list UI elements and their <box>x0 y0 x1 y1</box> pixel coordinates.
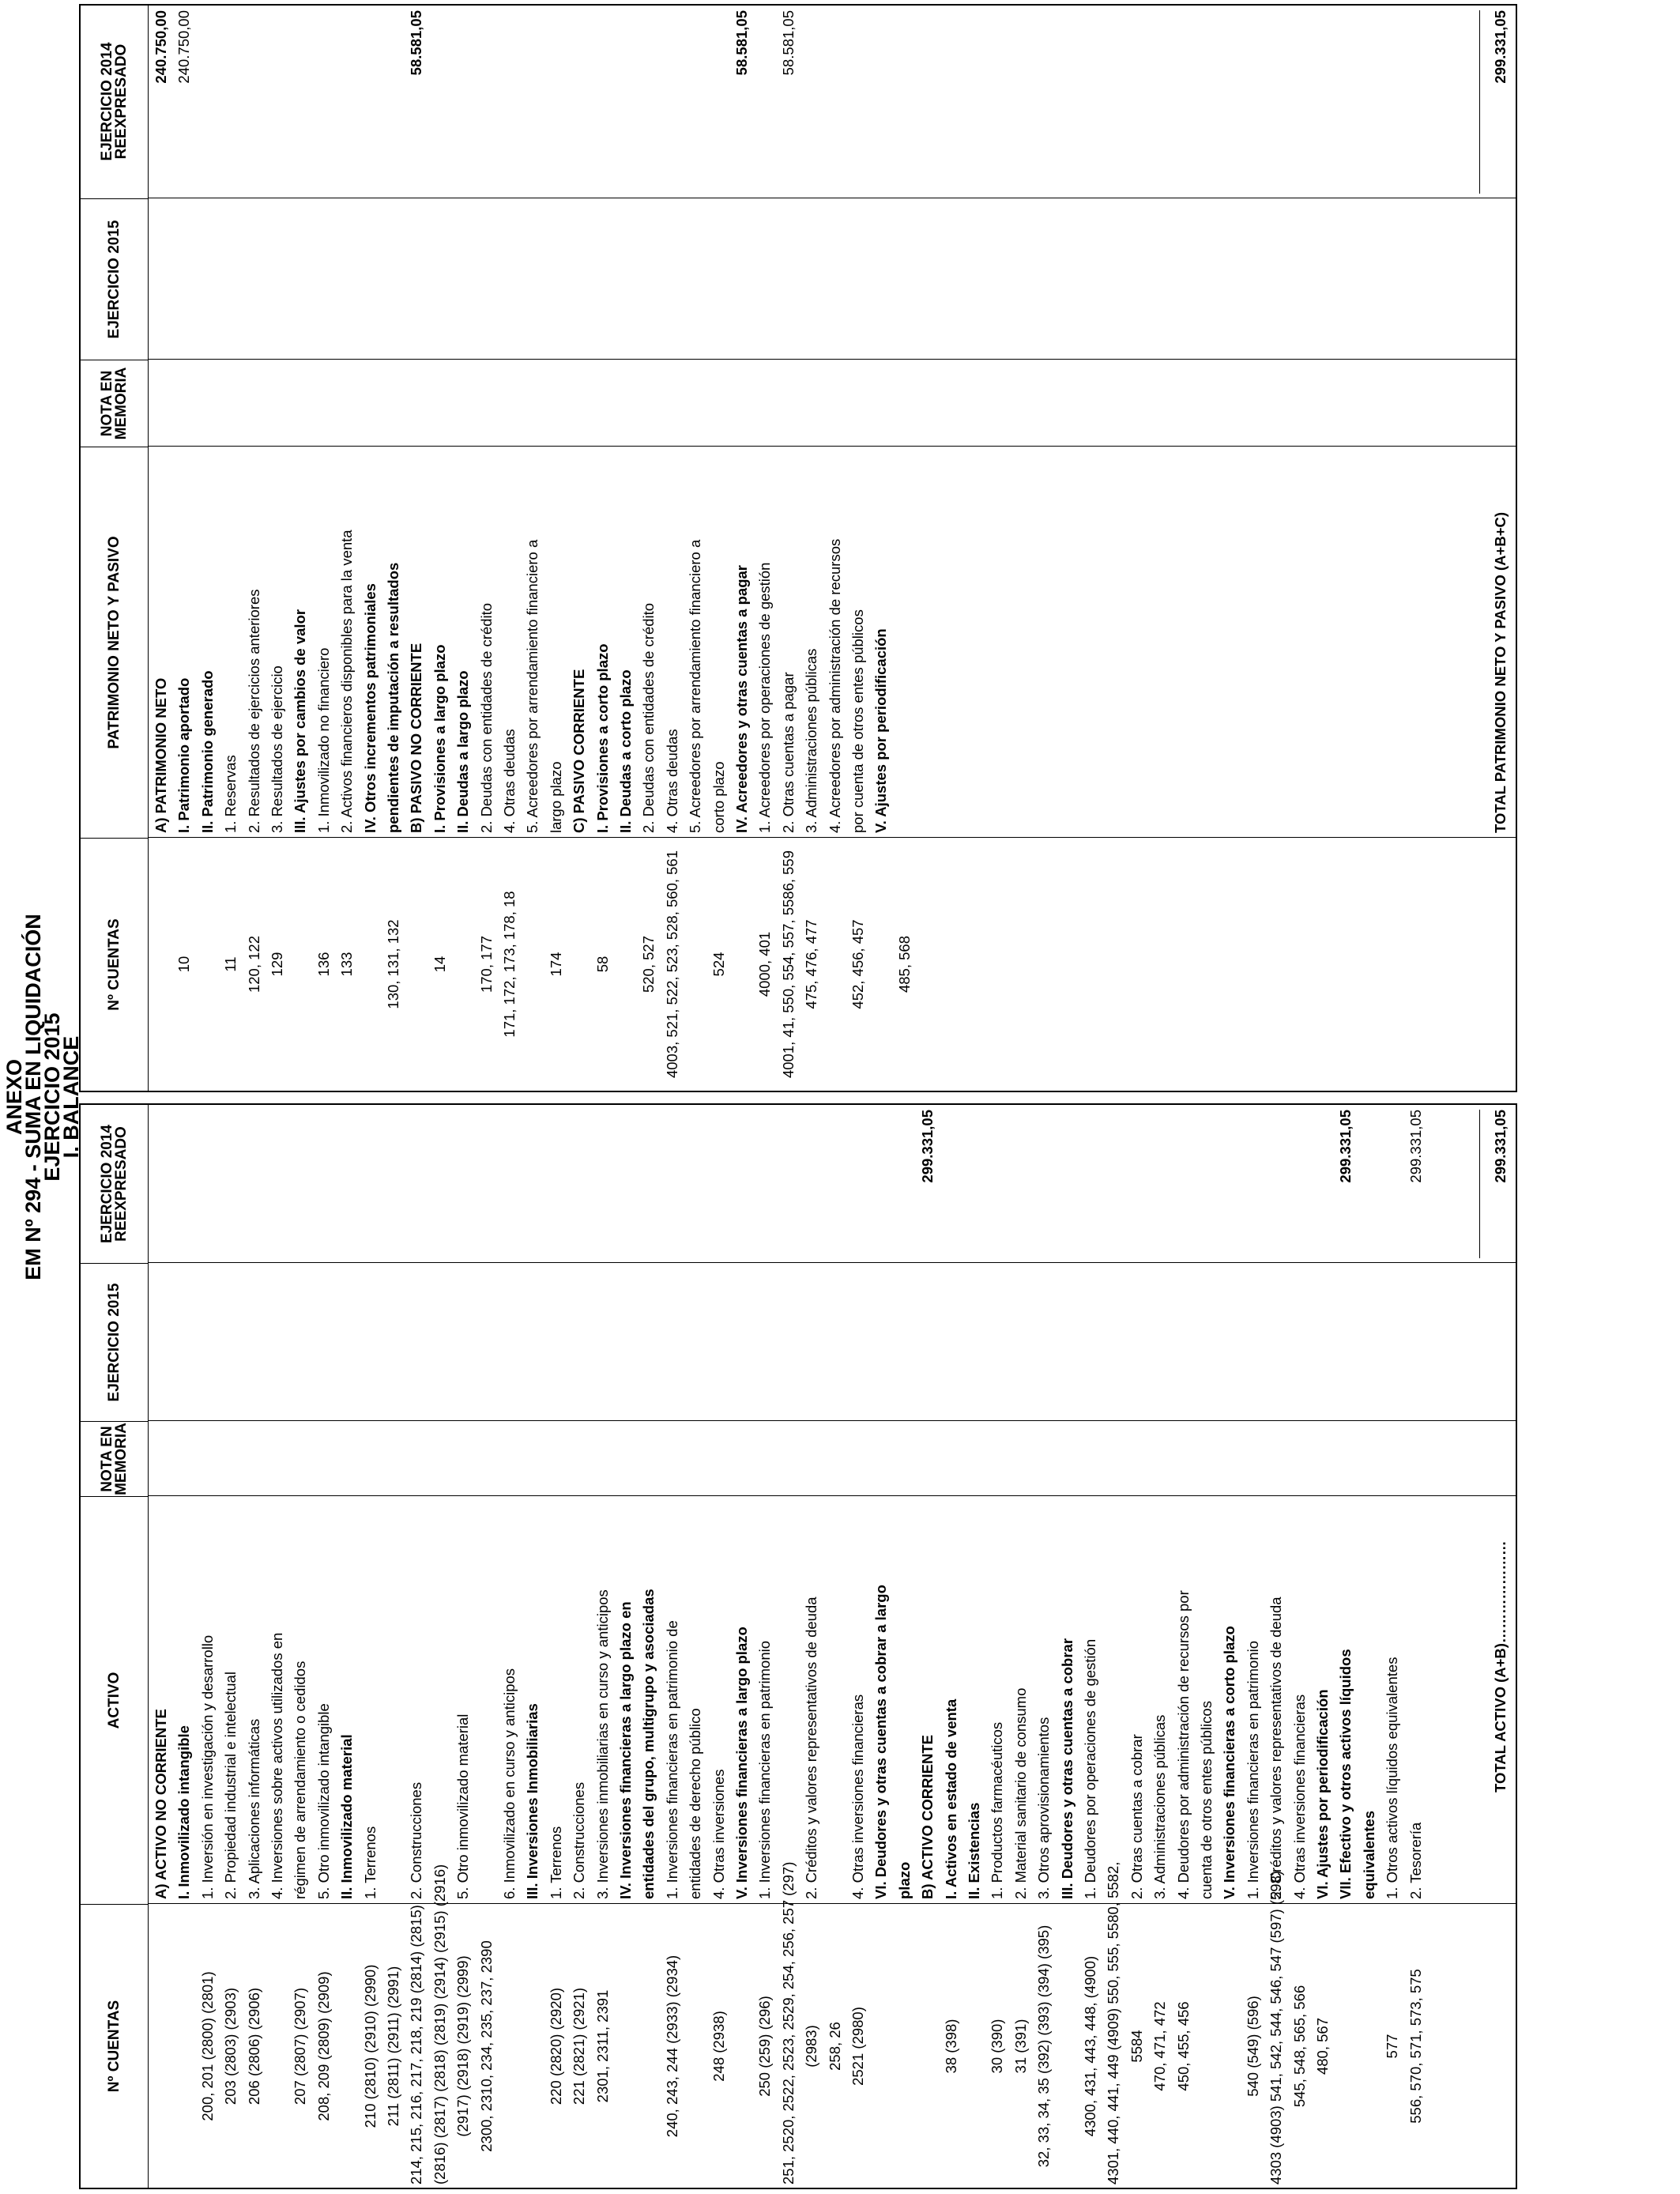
line-item-label: 3. Aplicaciones informáticas <box>245 1718 262 1899</box>
doc-title-entity: EM Nº 294 - SUMA EN LIQUIDACIÓN <box>21 914 45 1280</box>
account-codes: 208, 209 (2809) (2909) <box>315 1971 332 2121</box>
line-item-label: A) PATRIMONIO NETO <box>153 677 169 833</box>
line-item-label: V. Inversiones financieras a largo plazo <box>733 1627 750 1899</box>
line-item-label: 1. Terrenos <box>547 1826 564 1899</box>
line-item-label: 1. Inversión en investigación y desarrollo <box>198 1634 216 1899</box>
account-codes: 485, 568 <box>895 936 913 993</box>
line-item-label: 4. Otras inversiones financieras <box>849 1694 866 1899</box>
line-item-label: I. Provisiones a largo plazo <box>431 644 448 833</box>
line-item-label: corto plazo <box>710 761 727 833</box>
account-codes: 210 (2810) (2910) (2990) <box>361 1964 379 2128</box>
account-codes: 556, 570, 571, 573, 575 <box>1407 1969 1424 2124</box>
line-item-label: 5. Acreedores por arrendamiento financiero a <box>687 539 704 833</box>
pasivo-total-value: 299.331,05 <box>1492 10 1509 84</box>
account-codes: 577 <box>1384 2034 1401 2059</box>
line-item-label: VI. Deudores y otras cuentas a cobrar a largo <box>872 1585 890 1899</box>
line-item-label: entidades del grupo, multigrupo y asociadas <box>640 1589 657 1899</box>
pasivo-col-note: NOTA EN MEMORIA <box>81 360 149 447</box>
line-item-label: 2. Deudas con entidades de crédito <box>640 602 657 833</box>
line-item-label: 1. Productos farmacéuticos <box>989 1721 1006 1899</box>
account-codes: 2301, 2311, 2391 <box>593 1989 611 2103</box>
account-codes: 475, 476, 477 <box>803 919 820 1009</box>
line-item-label: 2. Otras cuentas a cobrar <box>1128 1734 1145 1899</box>
account-codes: 31 (391) <box>1011 2019 1029 2074</box>
account-codes: 520, 527 <box>640 936 657 993</box>
account-codes: 524 <box>710 952 727 977</box>
account-codes: 480, 567 <box>1314 2018 1331 2075</box>
account-codes: 30 (390) <box>989 2019 1006 2074</box>
activo-col-2015: EJERCICIO 2015 <box>81 1263 149 1421</box>
activo-col-2014: EJERCICIO 2014 REEXPRESADO <box>81 1104 149 1263</box>
line-item-label: II. Patrimonio generado <box>198 670 216 833</box>
account-codes: 221 (2821) (2921) <box>571 1987 588 2105</box>
line-item-label: B) ACTIVO CORRIENTE <box>919 1735 936 1899</box>
line-item-label: V. Ajustes por periodificación <box>872 628 890 833</box>
line-item-label: VI. Ajustes por periodificación <box>1314 1689 1331 1899</box>
account-codes: 220 (2820) (2920) <box>547 1987 564 2105</box>
line-item-label: IV. Acreedores y otras cuentas a pagar <box>733 565 750 833</box>
activo-table <box>79 1103 1517 2189</box>
line-item-label: 2. Activos financieros disponibles para la venta <box>338 530 356 833</box>
account-codes: 211 (2811) (2911) (2991) <box>385 1966 401 2127</box>
account-codes: 136 <box>315 952 332 977</box>
line-item-label: 4. Deudores por administración de recursos por <box>1174 1590 1192 1899</box>
line-item-label: 5. Acreedores por arrendamiento financiero a <box>524 539 541 833</box>
line-item-label: 4. Otras deudas <box>501 729 518 833</box>
pasivo-total-label: TOTAL PATRIMONIO NETO Y PASIVO (A+B+C) <box>1492 511 1509 833</box>
account-codes: 170, 177 <box>477 936 495 993</box>
doc-title-year: EJERCICIO 2015 <box>40 1012 64 1182</box>
line-item-label: V. Inversiones financieras a corto plazo <box>1221 1626 1238 1899</box>
account-codes: 207 (2807) (2907) <box>292 1987 309 2105</box>
value-2014: 58.581,05 <box>408 10 425 76</box>
account-codes: 10 <box>175 956 193 973</box>
line-item-label: III. Inversiones Inmobiliarias <box>524 1703 541 1899</box>
account-codes: 206 (2806) (2906) <box>245 1987 262 2105</box>
pasivo-col-2014: EJERCICIO 2014 REEXPRESADO <box>81 4 149 198</box>
value-2014: 299.331,05 <box>1407 1110 1424 1183</box>
account-codes: 545, 548, 565, 566 <box>1290 1985 1308 2108</box>
line-item-label: 1. Inversiones financieras en patrimonio <box>756 1640 774 1899</box>
account-codes: 2300, 2310, 234, 235, 237, 2390 <box>477 1940 495 2152</box>
account-codes: (2917) (2918) (2919) (2999) <box>454 1955 472 2137</box>
line-item-label: 3. Administraciones públicas <box>1151 1714 1169 1899</box>
account-codes: 38 (398) <box>942 2019 959 2074</box>
pasivo-col-description: PATRIMONIO NETO Y PASIVO <box>81 447 149 838</box>
line-item-label: III. Deudores y otras cuentas a cobrar <box>1058 1638 1075 1899</box>
account-codes: 14 <box>431 956 448 973</box>
pasivo-table <box>79 4 1517 1092</box>
line-item-label: 4. Otras deudas <box>663 729 680 833</box>
account-codes: 4303 (4903) 541, 542, 544, 546, 547 (597) (598) <box>1268 1870 1285 2185</box>
account-codes: 129 <box>269 952 285 977</box>
activo-col-note: NOTA EN MEMORIA <box>81 1421 149 1496</box>
line-item-label: 1. Acreedores por operaciones de gestión <box>756 562 774 833</box>
account-codes: 58 <box>593 956 611 973</box>
line-item-label: I. Inmovilizado intangible <box>175 1725 193 1899</box>
account-codes: 200, 201 (2800) (2801) <box>198 1971 216 2121</box>
line-item-label: por cuenta de otros entes públicos <box>849 609 866 833</box>
value-2014: 58.581,05 <box>779 10 797 76</box>
line-item-label: 2. Resultados de ejercicios anteriores <box>245 589 262 833</box>
account-codes: 4000, 401 <box>756 931 774 997</box>
account-codes: 4001, 41, 550, 554, 557, 5586, 559 <box>779 850 797 1079</box>
account-codes: 32, 33, 34, 35 (392) (393) (394) (395) <box>1035 1924 1053 2168</box>
line-item-label: 4. Otras inversiones financieras <box>1290 1694 1308 1899</box>
activo-col-accounts: Nº CUENTAS <box>81 1904 149 2188</box>
account-codes: 133 <box>338 952 356 977</box>
line-item-label: 3. Inversiones inmobiliarias en curso y anticipos <box>593 1589 611 1899</box>
account-codes: 2521 (2980) <box>849 2007 866 2086</box>
line-item-label: A) ACTIVO NO CORRIENTE <box>153 1709 169 1899</box>
line-item-label: 4. Inversiones sobre activos utilizados en <box>269 1632 285 1899</box>
line-item-label: II. Existencias <box>966 1802 982 1899</box>
activo-total-rule <box>1479 1110 1480 1258</box>
line-item-label: largo plazo <box>547 761 564 833</box>
line-item-label: I. Activos en estado de venta <box>942 1698 959 1899</box>
account-codes: 171, 172, 173, 178, 18 <box>501 891 518 1038</box>
line-item-label: cuenta de otros entes públicos <box>1198 1701 1215 1899</box>
account-codes: 240, 243, 244 (2933) (2934) <box>663 1955 680 2138</box>
line-item-label: I. Patrimonio aportado <box>175 677 193 833</box>
line-item-label: II. Deudas a corto plazo <box>617 669 634 833</box>
line-item-label: 1. Otros activos líquidos equivalentes <box>1384 1657 1401 1899</box>
line-item-label: VII. Efectivo y otros activos líquidos <box>1337 1649 1354 1899</box>
line-item-label: III. Ajustes por cambios de valor <box>292 609 309 833</box>
line-item-label: II. Deudas a largo plazo <box>454 670 472 833</box>
account-codes: 120, 122 <box>245 936 262 993</box>
account-codes: 452, 456, 457 <box>849 919 866 1009</box>
line-item-label: 1. Terrenos <box>361 1826 379 1899</box>
doc-title-section: I. BALANCE <box>59 1035 83 1159</box>
value-2014: 240.750,00 <box>153 10 169 84</box>
account-codes: (2816) (2817) (2818) (2819) (2914) (2915) (2916) <box>431 1864 448 2185</box>
line-item-label: IV. Inversiones financieras a largo plazo en <box>617 1601 634 1899</box>
line-item-label: entidades de derecho público <box>687 1708 704 1899</box>
line-item-label: 5. Otro inmovilizado material <box>454 1713 472 1899</box>
line-item-label: pendientes de imputación a resultados <box>385 562 401 833</box>
line-item-label: 2. Otras cuentas a pagar <box>779 672 797 833</box>
line-item-label: C) PASIVO CORRIENTE <box>571 669 588 833</box>
line-item-label: 4. Otras inversiones <box>710 1769 727 1899</box>
line-item-label: 2. Tesorería <box>1407 1822 1424 1899</box>
line-item-label: 1. Deudores por operaciones de gestión <box>1082 1638 1098 1899</box>
doc-title-annex: ANEXO <box>2 1058 26 1136</box>
line-item-label: IV. Otros incrementos patrimoniales <box>361 583 379 833</box>
pasivo-col-accounts: Nº CUENTAS <box>81 838 149 1091</box>
account-codes: 4300, 431, 443, 448, (4900) <box>1082 1955 1098 2137</box>
line-item-label: equivalentes <box>1360 1810 1377 1899</box>
line-item-label: I. Provisiones a corto plazo <box>593 643 611 833</box>
account-codes: 130, 131, 132 <box>385 919 401 1009</box>
line-item-label: 2. Deudas con entidades de crédito <box>477 602 495 833</box>
line-item-label: 1. Inversiones financieras en patrimonio <box>1244 1640 1261 1899</box>
line-item-label: 6. Inmovilizado en curso y anticipos <box>501 1668 518 1899</box>
activo-total-label: TOTAL ACTIVO (A+B)………………… <box>1492 1540 1509 1793</box>
line-item-label: 3. Otros aprovisionamientos <box>1035 1717 1053 1899</box>
account-codes: 251, 2520, 2522, 2523, 2529, 254, 256, 257 (297) <box>779 1861 797 2185</box>
line-item-label: II. Inmovilizado material <box>338 1734 356 1899</box>
line-item-label: B) PASIVO NO CORRIENTE <box>408 643 425 833</box>
account-codes: (2983) <box>803 2025 820 2068</box>
line-item-label: 1. Reservas <box>222 755 239 833</box>
account-codes: 5584 <box>1128 2030 1145 2063</box>
value-2014: 240.750,00 <box>175 10 193 84</box>
line-item-label: 5. Otro inmovilizado intangible <box>315 1703 332 1899</box>
line-item-label: 4. Acreedores por administración de recursos <box>826 538 843 833</box>
line-item-label: 1. Inmovilizado no financiero <box>315 647 332 833</box>
account-codes: 4003, 521, 522, 523, 528, 560, 561 <box>663 850 680 1079</box>
account-codes: 203 (2803) (2903) <box>222 1987 239 2105</box>
line-item-label: 2. Propiedad industrial e intelectual <box>222 1672 239 1899</box>
account-codes: 4301, 440, 441, 449 (4909) 550, 555, 5580, 5582, <box>1105 1861 1122 2185</box>
line-item-label: 2. Créditos y valores representativos de deuda <box>1268 1596 1285 1899</box>
line-item-label: 2. Material sanitario de consumo <box>1011 1687 1029 1899</box>
account-codes: 11 <box>222 956 239 972</box>
value-2014: 299.331,05 <box>1337 1110 1354 1183</box>
line-item-label: 3. Administraciones públicas <box>803 648 820 833</box>
account-codes: 450, 455, 456 <box>1174 2001 1192 2091</box>
account-codes: 250 (259) (296) <box>756 1996 774 2097</box>
pasivo-col-2015: EJERCICIO 2015 <box>81 198 149 360</box>
line-item-label: 2. Construcciones <box>408 1781 425 1899</box>
line-item-label: 3. Resultados de ejercicio <box>269 665 285 833</box>
line-item-label: 2. Créditos y valores representativos de deuda <box>803 1596 820 1899</box>
account-codes: 174 <box>547 952 564 977</box>
line-item-label: 1. Inversiones financieras en patrimonio de <box>663 1620 680 1899</box>
account-codes: 470, 471, 472 <box>1151 2001 1169 2091</box>
line-item-label: régimen de arrendamiento o cedidos <box>292 1661 309 1899</box>
account-codes: 258, 26 <box>826 2022 843 2071</box>
activo-total-value: 299.331,05 <box>1492 1110 1509 1183</box>
pasivo-total-rule <box>1479 10 1480 194</box>
value-2014: 58.581,05 <box>733 10 750 76</box>
line-item-label: plazo <box>895 1861 913 1899</box>
account-codes: 214, 215, 216, 217, 218, 219 (2814) (2815) <box>408 1905 425 2185</box>
value-2014: 299.331,05 <box>919 1110 936 1183</box>
line-item-label: 2. Construcciones <box>571 1781 588 1899</box>
activo-col-description: ACTIVO <box>81 1496 149 1904</box>
account-codes: 248 (2938) <box>710 2011 727 2082</box>
account-codes: 540 (549) (596) <box>1244 1996 1261 2097</box>
